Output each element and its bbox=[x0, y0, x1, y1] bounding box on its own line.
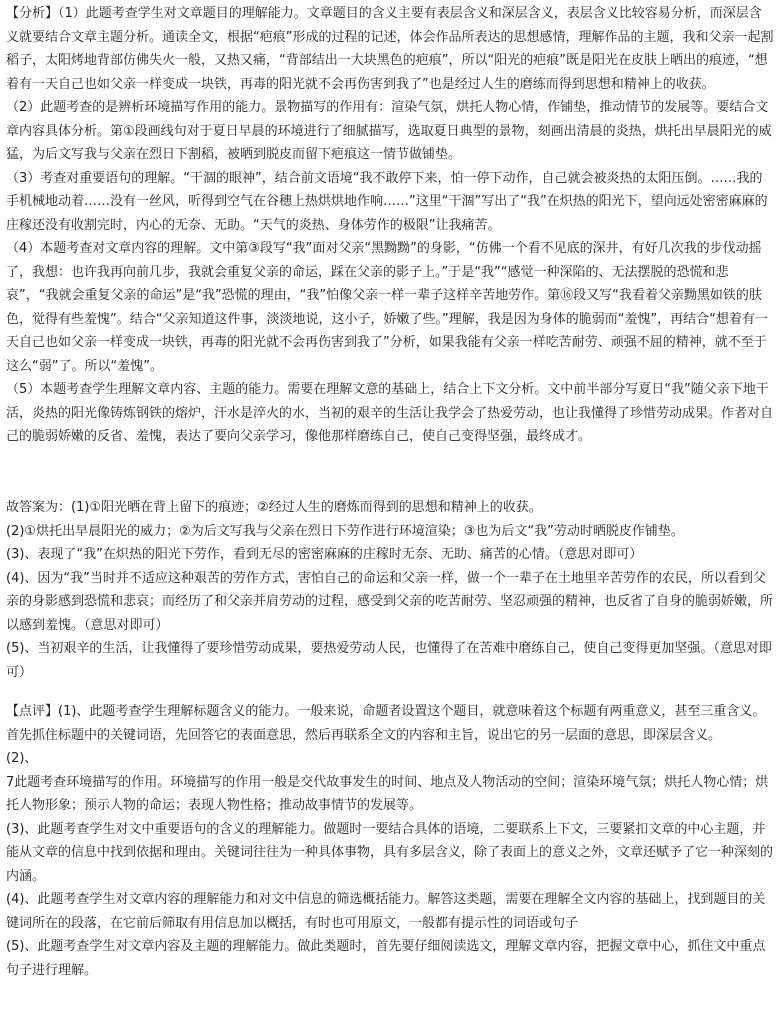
analysis-paragraph-3: （3）考查对重要语句的理解。“干涸的眼神”，结合前文语境“我不敢停下来，怕一停下动作，自己就会被炎热的太阳压倒。……我的手机械地动着……没有一丝风，听得到空气在谷穗上热烘烘地作响……”这里“干涸”写出了“我”在炽热的阳光下，望向远处密密麻麻的庄稼还没有收割完时，内心的无奈、无助。“天气的炎热、身体劳作的极限”让我痛苦。 bbox=[6, 170, 768, 233]
comment-paragraph-2: (2)、 bbox=[6, 751, 38, 766]
comment-paragraph-3: 7此题考查环境描写的作用。环境描写的作用一般是交代故事发生的时间、地点及人物活动的空间；渲染环境气氛；烘托人物心情；烘托人物形象；预示人物的命运；表现人物性格；推动故事情节的发展等。 bbox=[6, 774, 769, 813]
answers-section bbox=[0, 496, 780, 684]
analysis-paragraph-1: 【分析】（1）此题考查学生对文章题目的理解能力。文章题目的含义主要有表层含义和深层含义，表层含义比较容易分析，而深层含义就要结合文章主题分析。通读全文，根据“疤痕”形成的过程的记述，体会作品所表达的思想感情，理解作品的主题，我和父亲一起割稻子，太阳烤地背部仿佛失火一般，又热又痛，“背部结出一大块黑色的疤痕”，所以“阳光的疤痕”既是阳光在皮肤上晒出的痕迹，“想着有一天自己也如父亲一样变成一块铁，再毒的阳光就不会再伤害到我了”也是经过人生的磨练而得到思想和精神上的收获。 bbox=[6, 6, 774, 92]
analysis-paragraph-5: （5）本题考查学生理解文章内容、主题的能力。需要在理解文意的基础上，结合上下文分析。文中前半部分写夏日“我”随父亲下地干活，炎热的阳光像铸炼钢铁的熔炉，汗水是淬火的水，当初的艰辛的生活让我学会了热爱劳动，也让我懂得了珍惜劳动成果。作者对自己的脆弱娇嫩的反省、羞愧，表达了要向父亲学习，像他那样磨练自己，使自己变得坚强，最终成才。 bbox=[6, 382, 774, 444]
comment-section bbox=[0, 700, 780, 982]
analysis-section bbox=[0, 2, 780, 449]
answer-paragraph-4: (4)、因为“我”当时并不适应这种艰苦的劳作方式，害怕自己的命运和父亲一样，做一个一辈子在土地里辛苦劳作的农民，所以看到父亲的身影感到恐慌和悲哀；而经历了和父亲并肩劳动的过程，感受到父亲的吃苦耐劳、坚忍顽强的精神，也反省了自身的脆弱娇嫩，所以感到羞愧。（意思对即可） bbox=[6, 570, 774, 633]
answer-paragraph-3: (3)、表现了“我”在炽热的阳光下劳作，看到无尽的密密麻麻的庄稼时无奈、无助、痛苦的心情。（意思对即可） bbox=[6, 547, 643, 562]
answer-paragraph-2: (2)①烘托出早晨阳光的威力；②为后文写我与父亲在烈日下劳作进行环境渲染；③也为后文“我”劳动时晒脱皮作铺垫。 bbox=[6, 523, 684, 539]
comment-paragraph-6: (5)、此题考查学生对文章内容及主题的理解能力。做此类题时，首先要仔细阅读选文，理解文章内容，把握文章中心，抓住文中重点句子进行理解。 bbox=[6, 939, 766, 978]
analysis-paragraph-4: （4）本题考查对文章内容的理解。文中第③段写“我”面对父亲“黑黝黝”的身影，“仿佛一个看不见底的深井，有好几次我的步伐动摇了，我想：也许我再向前几步，我就会重复父亲的命运，踩在父亲的影子上。”于是“我”“感觉一种深陷的、无法摆脱的恐慌和悲哀”，“我就会重复父亲的命运”是“我”恐慌的理由，“我”怕像父亲一样一辈子这样辛苦地劳作。第⑯段又写“我看着父亲黝黑如铁的肤色，觉得有些羞愧”。结合“父亲知道这件事，淡淡地说，这小子，娇嫩了些。”理解，我是因为身体的脆弱而“羞愧”，再结合“想着有一天自己也如父亲一样变成一块铁，再毒的阳光就不会再伤害到我了”分析，如果我能有父亲一样吃苦耐劳、顽强不屈的精神，就不至于这么“弱”了。所以“羞愧”。 bbox=[6, 241, 768, 374]
answer-paragraph-5: (5)、当初艰辛的生活，让我懂得了要珍惜劳动成果，要热爱劳动人民，也懂得了在苦难中磨练自己，使自己变得更加坚强。（意思对即可） bbox=[6, 641, 772, 680]
comment-paragraph-1: 【点评】(1)、此题考查学生理解标题含义的能力。一般来说，命题者设置这个题目，就意味着这个标题有两重意义，甚至三重含义。首先抓住标题中的关键词语，先回答它的表面意思，然后再联系全文的内容和主旨，说出它的另一层面的意思，即深层含义。 bbox=[6, 704, 766, 743]
analysis-paragraph-2: （2）此题考查的是辨析环境描写作用的能力。景物描写的作用有：渲染气氛，烘托人物心情，作铺垫，推动情节的发展等。要结合文章内容具体分析。第①段画线句对于夏日早晨的环境进行了细腻描写，选取夏日典型的景物，刻画出清晨的炎热，烘托出早晨阳光的威猛，为后文写我与父亲在烈日下割稻，被晒到脱皮而留下疤痕这一情节做铺垫。 bbox=[6, 100, 772, 162]
answer-paragraph-1: 故答案为：(1)①阳光晒在背上留下的痕迹；②经过人生的磨炼而得到的思想和精神上的收获。 bbox=[6, 500, 542, 515]
comment-paragraph-4: (3)、此题考查学生对文中重要语句的含义的理解能力。做题时一要结合具体的语境，二要联系上下文，三要紧扣文章的中心主题，并能从文章的信息中找到依据和理由。关键词往往为一种具体事物，具有多层含义，除了表面上的意义之外，文章还赋予了它一种深刻的内涵。 bbox=[6, 821, 774, 884]
comment-paragraph-5: (4)、此题考查学生对文章内容的理解能力和对文中信息的筛选概括能力。解答这类题，需要在理解全文内容的基础上，找到题目的关键词所在的段落，在它前后筛取有用信息加以概括，有时也可用原文，一般都有提示性的词语或句子 bbox=[6, 892, 766, 931]
